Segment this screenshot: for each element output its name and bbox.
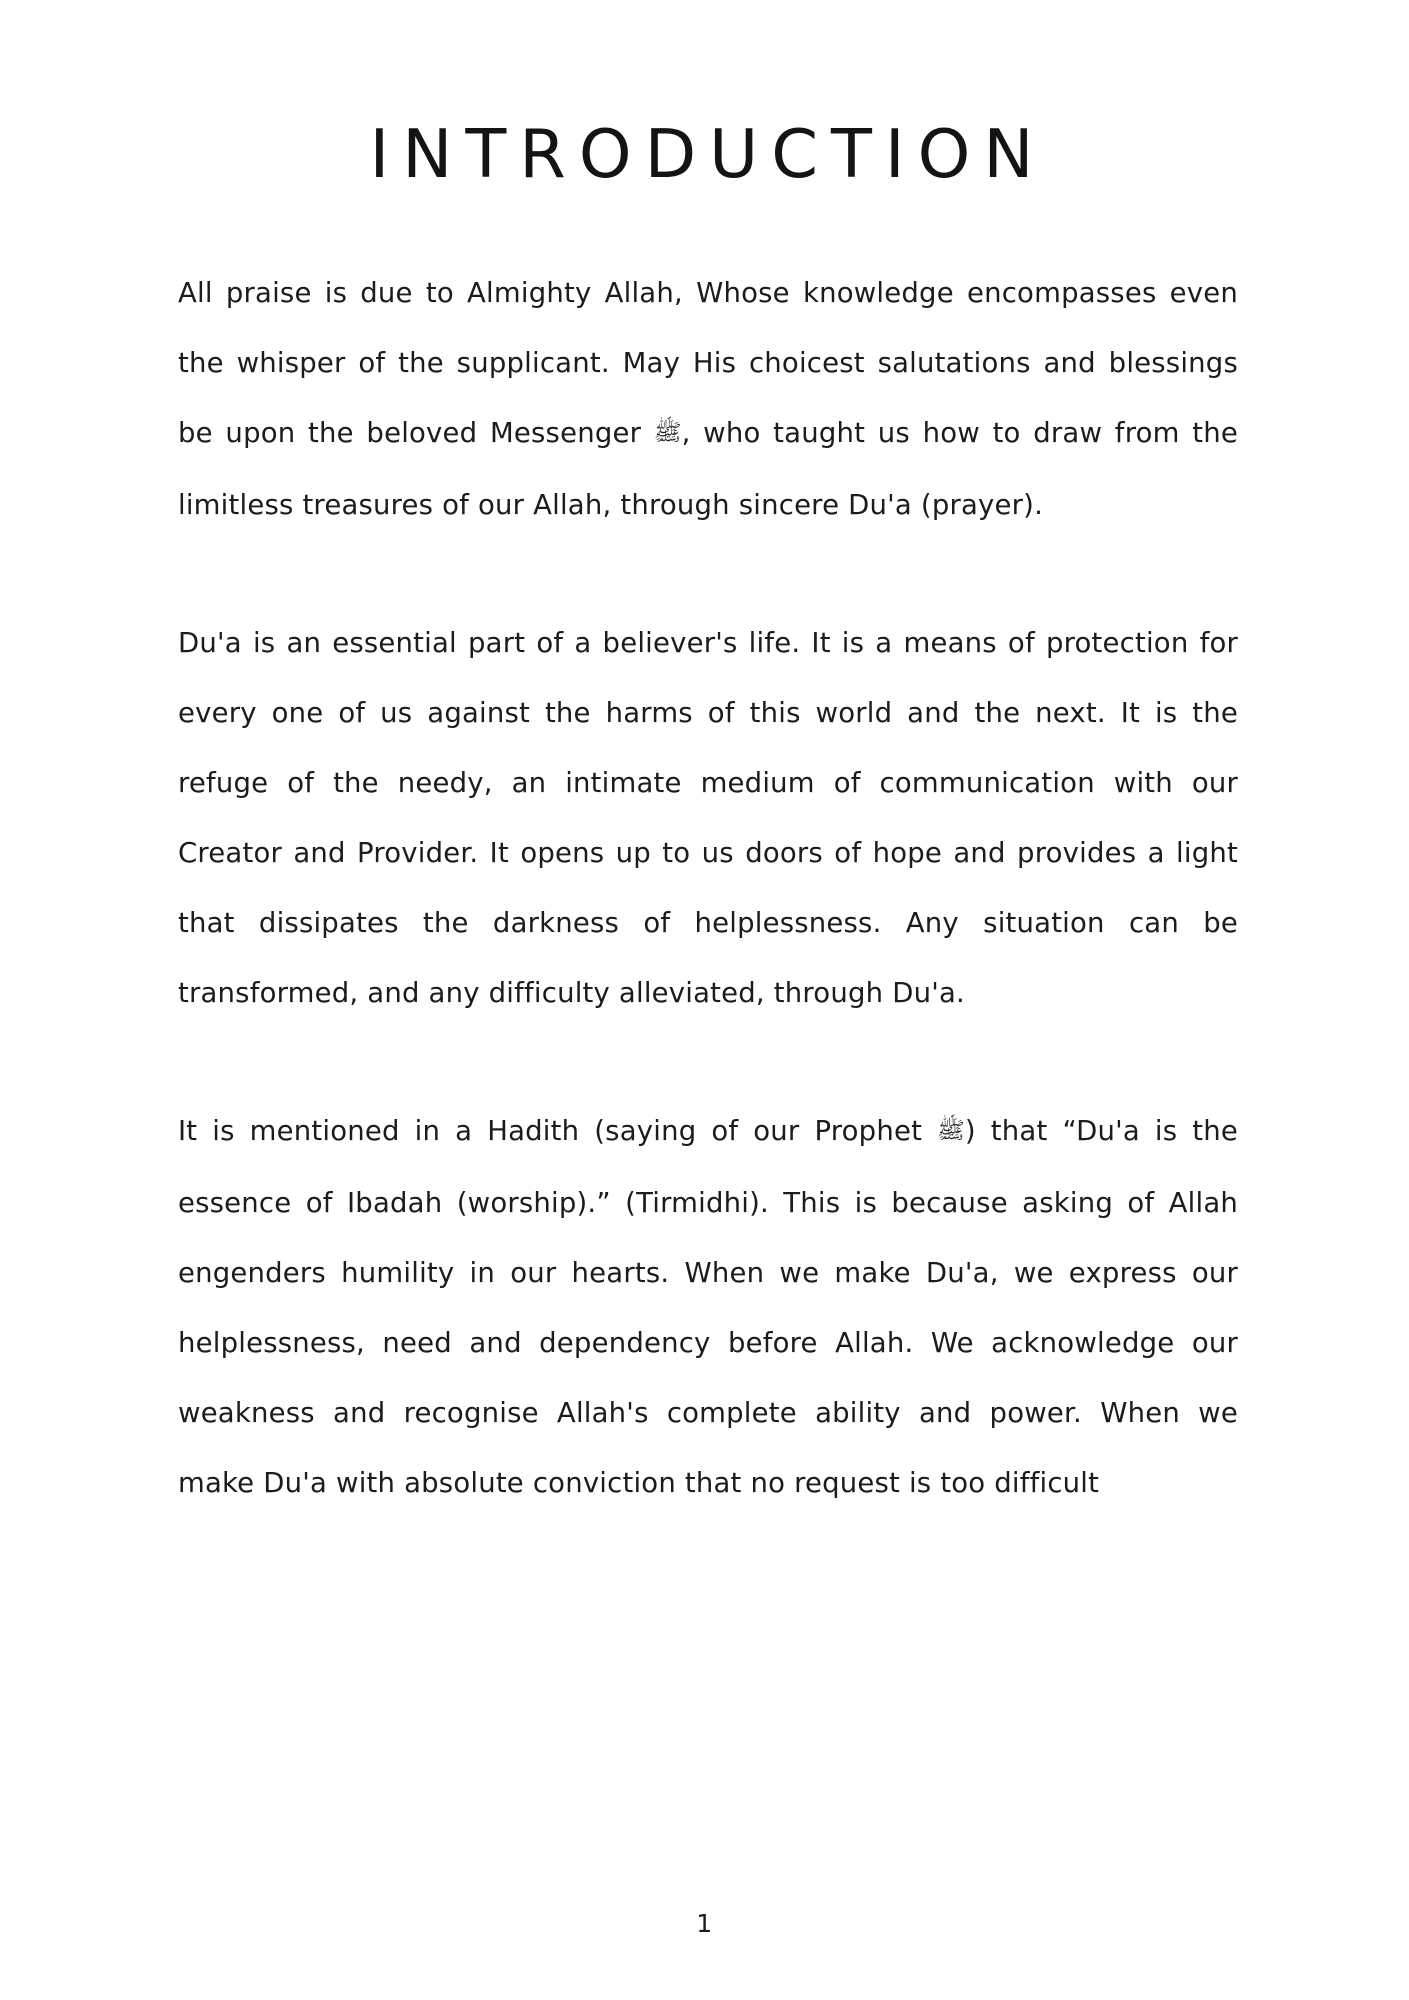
paragraph-3 <box>178 1096 1238 1518</box>
paragraph-3-text-before-glyph: It is mentioned in a Hadith (saying of our Prophet <box>178 1114 938 1147</box>
sallallahu-alayhi-wasallam-glyph: ﷺ <box>937 1117 965 1144</box>
paragraph-3-text-after-glyph: ) that “Du'a is the essence of Ibadah (worship).” (Tirmidhi). This is because asking of Allah engenders humility in our hearts. When we make Du'a, we express our helplessness, need and dependency before Allah. We acknowledge our weakness and recognise Allah's complete ability and power. When we make Du'a with absolute conviction that no request is too difficult <box>178 1114 1238 1499</box>
paragraph-1 <box>178 258 1238 540</box>
page-number: 1 <box>696 1909 713 1938</box>
page-title: INTRODUCTION <box>369 115 1047 193</box>
paragraph-1-text-after-glyph: , who taught us how to draw from the limitless treasures of our Allah, through sincere Du'a (prayer). <box>178 416 1238 521</box>
sallallahu-alayhi-wasallam-glyph: ﷺ <box>653 419 682 446</box>
page-content <box>178 115 1238 1518</box>
paragraph-1-text-before-glyph: All praise is due to Almighty Allah, Whose knowledge encompasses even the whisper of the supplicant. May His choicest salutations and blessings be upon the beloved Messenger <box>178 276 1238 449</box>
paragraph-2: Du'a is an essential part of a believer's life. It is a means of protection for every one of us against the harms of this world and the next. It is the refuge of the needy, an intimate medium of communication with our Creator and Provider. It opens up to us doors of hope and provides a light that dissipates the darkness of helplessness. Any situation can be transformed, and any difficulty alleviated, through Du'a. <box>178 626 1238 1009</box>
